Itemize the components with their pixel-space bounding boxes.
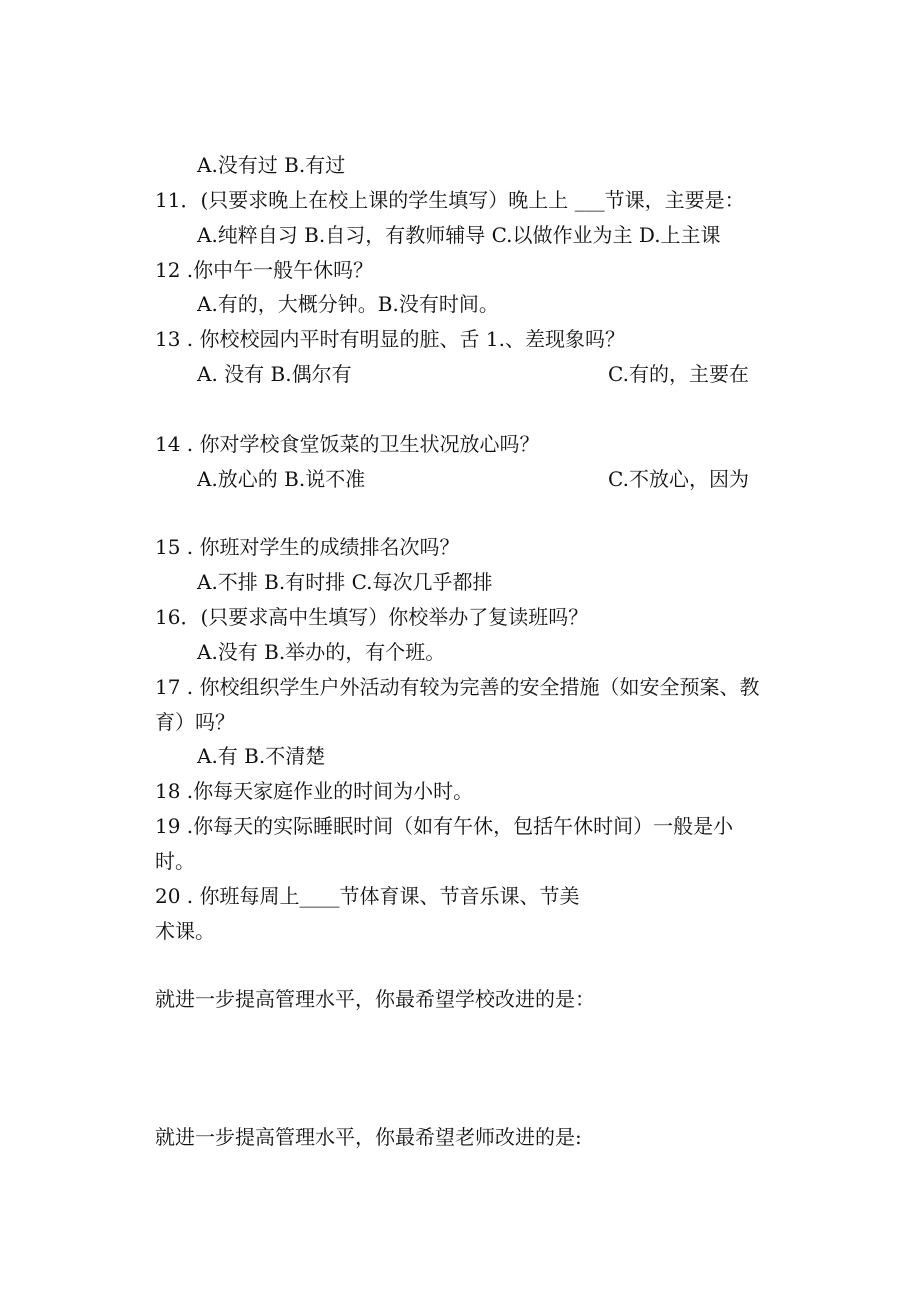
q20-question-line2: 术课。 <box>155 919 215 943</box>
open-question-teacher: 就进一步提高管理水平，你最希望老师改进的是: <box>155 1125 582 1149</box>
open-question-school: 就进一步提高管理水平，你最希望学校改进的是： <box>155 987 595 1011</box>
q15-question: 15 . 你班对学生的成绩排名次吗？ <box>155 535 460 559</box>
q10-options: A.没有过 B.有过 <box>197 153 346 177</box>
q14-options-right: C.不放心，因为 <box>608 467 749 491</box>
q12-question: 12 .你中午一般午休吗？ <box>155 258 374 282</box>
q14-question: 14 . 你对学校食堂饭菜的卫生状况放心吗？ <box>155 432 540 456</box>
q17-options: A.有 B.不清楚 <box>197 744 326 768</box>
q16-question: 16．(只要求高中生填写）你校举办了复读班吗？ <box>155 605 589 629</box>
q18-question: 18 .你每天家庭作业的时间为小时。 <box>155 779 474 803</box>
q12-options: A.有的，大概分钟。B.没有时间。 <box>197 292 499 316</box>
q11-question: 11．(只要求晚上在校上课的学生填写）晚上上 ___节课，主要是： <box>155 188 745 212</box>
q13-options-left: A. 没有 B.偶尔有 <box>197 362 352 386</box>
q16-options: A.没有 B.举办的，有个班。 <box>197 640 446 664</box>
q20-question-line1: 20 . 你班每周上____节体育课、节音乐课、节美 <box>155 884 580 908</box>
q17-question-line1: 17 . 你校组织学生户外活动有较为完善的安全措施（如安全预案、教 <box>155 675 760 699</box>
q11-options: A.纯粹自习 B.自习，有教师辅导 C.以做作业为主 D.上主课 <box>197 223 721 247</box>
q14-options-left: A.放心的 B.说不准 <box>197 467 366 491</box>
q13-options-right: C.有的，主要在 <box>608 362 749 386</box>
q19-question-line2: 时。 <box>155 849 195 873</box>
q17-question-line2: 育）吗？ <box>155 710 235 734</box>
q13-question: 13 . 你校校园内平时有明显的脏、舌 1.、差现象吗？ <box>155 327 625 351</box>
q19-question-line1: 19 .你每天的实际睡眠时间（如有午休，包括午休时间）一般是小 <box>155 814 734 838</box>
q15-options: A.不排 B.有时排 C.每次几乎都排 <box>197 570 493 594</box>
